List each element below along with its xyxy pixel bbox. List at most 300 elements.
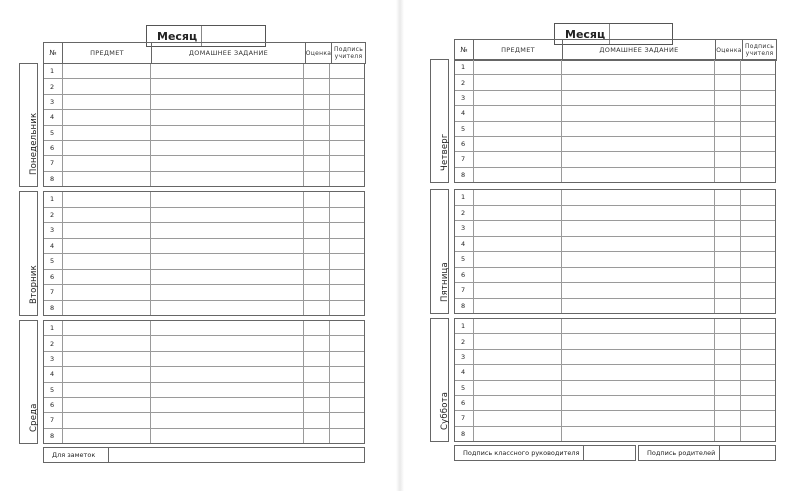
header-teacher-sign: Подпись учителя	[332, 43, 366, 63]
grade-cell[interactable]	[715, 411, 741, 425]
grade-cell[interactable]	[304, 398, 330, 412]
table-header	[43, 42, 366, 64]
grade-cell[interactable]	[304, 79, 330, 93]
grade-cell[interactable]	[304, 156, 330, 170]
grade-cell[interactable]	[304, 141, 330, 155]
homework-cell[interactable]	[151, 79, 304, 93]
teacher-sign-cell[interactable]	[330, 398, 364, 412]
homework-cell[interactable]	[151, 321, 304, 335]
subject-cell[interactable]	[63, 126, 151, 140]
day-label-box	[430, 318, 449, 442]
teacher-sign-cell[interactable]	[741, 137, 775, 151]
subject-cell[interactable]	[474, 190, 562, 205]
lesson-number: 5	[455, 122, 474, 136]
day-label: Суббота	[439, 391, 450, 430]
subject-cell[interactable]	[474, 106, 562, 120]
teacher-sign-cell[interactable]	[330, 79, 364, 93]
subject-cell[interactable]	[474, 299, 562, 314]
subject-cell[interactable]	[63, 254, 151, 269]
subject-cell[interactable]	[474, 411, 562, 425]
lesson-number: 2	[455, 75, 474, 89]
grade-cell[interactable]	[304, 413, 330, 427]
teacher-sign-cell[interactable]	[741, 427, 775, 441]
lesson-row	[44, 254, 364, 270]
lesson-row	[455, 365, 775, 380]
header-homework: ДОМАШНЕЕ ЗАДАНИЕ	[563, 40, 716, 60]
teacher-sign-cell[interactable]	[330, 156, 364, 170]
teacher-sign-cell[interactable]	[741, 237, 775, 252]
lesson-row	[455, 268, 775, 284]
subject-cell[interactable]	[63, 95, 151, 109]
grade-cell[interactable]	[304, 336, 330, 350]
lesson-row	[455, 75, 775, 90]
lesson-number: 2	[44, 208, 63, 223]
day-label-box	[19, 63, 38, 187]
lesson-row	[44, 126, 364, 141]
homework-cell[interactable]	[562, 365, 715, 379]
grade-cell[interactable]	[715, 381, 741, 395]
teacher-sign-cell[interactable]	[741, 396, 775, 410]
grade-cell[interactable]	[304, 192, 330, 207]
homework-cell[interactable]	[562, 137, 715, 151]
homework-cell[interactable]	[151, 413, 304, 427]
teacher-sign-cell[interactable]	[741, 411, 775, 425]
homework-cell[interactable]	[151, 95, 304, 109]
header-grade: Оценка	[716, 40, 743, 60]
lesson-row	[44, 239, 364, 255]
lesson-row	[455, 283, 775, 299]
grade-cell[interactable]	[304, 126, 330, 140]
grade-cell[interactable]	[715, 168, 741, 182]
lesson-row	[44, 141, 364, 156]
grade-cell[interactable]	[715, 427, 741, 441]
day-label: Пятница	[439, 262, 450, 302]
teacher-sign-cell[interactable]	[741, 91, 775, 105]
lesson-number: 3	[455, 221, 474, 236]
homework-cell[interactable]	[151, 208, 304, 223]
teacher-sign-cell[interactable]	[741, 152, 775, 166]
subject-cell[interactable]	[474, 334, 562, 348]
homework-cell[interactable]	[562, 91, 715, 105]
day-label: Понедельник	[28, 112, 39, 175]
subject-cell[interactable]	[63, 79, 151, 93]
teacher-sign-cell[interactable]	[330, 64, 364, 78]
teacher-sign-cell[interactable]	[741, 122, 775, 136]
homework-cell[interactable]	[562, 75, 715, 89]
homework-cell[interactable]	[151, 64, 304, 78]
teacher-sign-cell[interactable]	[741, 252, 775, 267]
day-block-friday	[430, 189, 776, 314]
lesson-number: 8	[455, 427, 474, 441]
lesson-row	[44, 192, 364, 208]
homework-cell[interactable]	[562, 168, 715, 182]
homework-cell[interactable]	[151, 254, 304, 269]
grade-cell[interactable]	[715, 75, 741, 89]
homework-cell[interactable]	[562, 319, 715, 333]
grade-cell[interactable]	[715, 237, 741, 252]
grade-cell[interactable]	[304, 301, 330, 316]
header-number: №	[44, 43, 63, 63]
teacher-sign-cell[interactable]	[330, 141, 364, 155]
subject-cell[interactable]	[474, 168, 562, 182]
lesson-number: 2	[44, 336, 63, 350]
subject-cell[interactable]	[63, 141, 151, 155]
homework-cell[interactable]	[562, 411, 715, 425]
grade-cell[interactable]	[304, 254, 330, 269]
homework-cell[interactable]	[562, 206, 715, 221]
lesson-row	[455, 334, 775, 349]
header-teacher-sign: Подпись учителя	[743, 40, 777, 60]
lesson-row	[455, 319, 775, 334]
grade-cell[interactable]	[304, 223, 330, 238]
teacher-sign-cell[interactable]	[330, 352, 364, 366]
teacher-sign-cell[interactable]	[330, 223, 364, 238]
homework-cell[interactable]	[562, 350, 715, 364]
lesson-row	[44, 95, 364, 110]
lesson-row	[44, 110, 364, 125]
lesson-row	[44, 336, 364, 351]
lesson-row	[44, 301, 364, 316]
teacher-sign-cell[interactable]	[741, 190, 775, 205]
teacher-sign-cell[interactable]	[741, 381, 775, 395]
subject-cell[interactable]	[474, 365, 562, 379]
lesson-row	[44, 413, 364, 428]
homework-cell[interactable]	[151, 156, 304, 170]
subject-cell[interactable]	[474, 427, 562, 441]
grade-cell[interactable]	[304, 172, 330, 186]
homework-cell[interactable]	[562, 122, 715, 136]
subject-cell[interactable]	[63, 270, 151, 285]
homework-cell[interactable]	[562, 268, 715, 283]
teacher-sign-cell[interactable]	[741, 299, 775, 314]
day-block-thursday	[430, 59, 776, 183]
teacher-sign-cell[interactable]	[330, 301, 364, 316]
lesson-row	[44, 352, 364, 367]
lesson-row	[44, 156, 364, 171]
subject-cell[interactable]	[474, 252, 562, 267]
notes-field[interactable]	[43, 447, 365, 463]
lesson-number: 8	[455, 299, 474, 314]
grade-cell[interactable]	[304, 95, 330, 109]
lesson-row	[44, 79, 364, 94]
lesson-number: 4	[455, 365, 474, 379]
teacher-sign-cell[interactable]	[330, 254, 364, 269]
lesson-number: 1	[455, 319, 474, 333]
subject-cell[interactable]	[63, 285, 151, 300]
homework-cell[interactable]	[151, 336, 304, 350]
grade-cell[interactable]	[715, 283, 741, 298]
grade-cell[interactable]	[715, 60, 741, 74]
lesson-row	[455, 299, 775, 314]
lesson-row	[455, 221, 775, 237]
teacher-sign-cell[interactable]	[330, 429, 364, 443]
grade-cell[interactable]	[304, 383, 330, 397]
teacher-sign-cell[interactable]	[741, 319, 775, 333]
teacher-sign-cell[interactable]	[741, 268, 775, 283]
grade-cell[interactable]	[304, 270, 330, 285]
subject-cell[interactable]	[474, 152, 562, 166]
teacher-sign-cell[interactable]	[330, 192, 364, 207]
lesson-row	[455, 206, 775, 222]
teacher-sign-cell[interactable]	[330, 208, 364, 223]
lesson-row	[44, 321, 364, 336]
subject-cell[interactable]	[63, 208, 151, 223]
teacher-sign-cell[interactable]	[741, 283, 775, 298]
homework-cell[interactable]	[151, 398, 304, 412]
lesson-rows	[454, 189, 776, 314]
lesson-number: 8	[44, 172, 63, 186]
homework-cell[interactable]	[562, 106, 715, 120]
subject-cell[interactable]	[474, 237, 562, 252]
lesson-number: 1	[44, 64, 63, 78]
lesson-row	[44, 208, 364, 224]
grade-cell[interactable]	[304, 239, 330, 254]
teacher-sign-cell[interactable]	[741, 60, 775, 74]
subject-cell[interactable]	[63, 352, 151, 366]
homework-cell[interactable]	[151, 383, 304, 397]
lesson-row	[455, 152, 775, 167]
subject-cell[interactable]	[63, 336, 151, 350]
teacher-sign-cell[interactable]	[330, 126, 364, 140]
teacher-sign-cell[interactable]	[330, 95, 364, 109]
lesson-number: 8	[44, 429, 63, 443]
subject-cell[interactable]	[474, 137, 562, 151]
subject-cell[interactable]	[63, 156, 151, 170]
lesson-number: 3	[455, 350, 474, 364]
lesson-number: 1	[455, 60, 474, 74]
grade-cell[interactable]	[304, 110, 330, 124]
homework-cell[interactable]	[151, 141, 304, 155]
day-block-monday	[19, 63, 365, 187]
homework-cell[interactable]	[151, 429, 304, 443]
header-number: №	[455, 40, 474, 60]
subject-cell[interactable]	[63, 367, 151, 381]
teacher-sign-cell[interactable]	[741, 168, 775, 182]
teacher-sign-cell[interactable]	[741, 206, 775, 221]
teacher-sign-cell[interactable]	[741, 106, 775, 120]
subject-cell[interactable]	[474, 283, 562, 298]
lesson-row	[44, 223, 364, 239]
month-label: Месяц	[555, 24, 610, 44]
subject-cell[interactable]	[63, 223, 151, 238]
teacher-sign-cell[interactable]	[330, 239, 364, 254]
day-label-box	[19, 191, 38, 316]
homework-cell[interactable]	[151, 239, 304, 254]
teacher-sign-cell[interactable]	[741, 334, 775, 348]
teacher-sign-cell[interactable]	[741, 221, 775, 236]
header-subject: ПРЕДМЕТ	[63, 43, 152, 63]
lesson-number: 2	[455, 334, 474, 348]
subject-cell[interactable]	[474, 60, 562, 74]
subject-cell[interactable]	[63, 398, 151, 412]
teacher-sign-cell[interactable]	[330, 383, 364, 397]
grade-cell[interactable]	[715, 91, 741, 105]
lesson-number: 1	[44, 192, 63, 207]
lesson-number: 6	[44, 398, 63, 412]
homework-cell[interactable]	[562, 152, 715, 166]
day-label: Вторник	[28, 265, 39, 304]
homework-cell[interactable]	[151, 126, 304, 140]
homework-cell[interactable]	[151, 223, 304, 238]
teacher-sign-cell[interactable]	[330, 110, 364, 124]
day-block-tuesday	[19, 191, 365, 316]
lesson-row	[44, 398, 364, 413]
teacher-sign-cell[interactable]	[330, 270, 364, 285]
subject-cell[interactable]	[474, 122, 562, 136]
homework-cell[interactable]	[562, 283, 715, 298]
lesson-row	[44, 285, 364, 301]
homework-cell[interactable]	[151, 110, 304, 124]
grade-cell[interactable]	[304, 429, 330, 443]
subject-cell[interactable]	[474, 91, 562, 105]
subject-cell[interactable]	[63, 301, 151, 316]
lesson-number: 4	[44, 110, 63, 124]
homework-cell[interactable]	[562, 221, 715, 236]
teacher-sign-cell[interactable]	[741, 350, 775, 364]
subject-cell[interactable]	[63, 110, 151, 124]
grade-cell[interactable]	[715, 137, 741, 151]
right-page	[400, 0, 800, 491]
lesson-number: 1	[44, 321, 63, 335]
lesson-number: 3	[44, 223, 63, 238]
subject-cell[interactable]	[63, 64, 151, 78]
grade-cell[interactable]	[715, 190, 741, 205]
lesson-row	[455, 137, 775, 152]
homework-cell[interactable]	[562, 334, 715, 348]
grade-cell[interactable]	[304, 64, 330, 78]
subject-cell[interactable]	[63, 192, 151, 207]
grade-cell[interactable]	[715, 252, 741, 267]
teacher-sign-cell[interactable]	[330, 285, 364, 300]
lesson-number: 4	[455, 237, 474, 252]
subject-cell[interactable]	[63, 429, 151, 443]
lesson-number: 7	[44, 285, 63, 300]
grade-cell[interactable]	[304, 321, 330, 335]
homework-cell[interactable]	[151, 352, 304, 366]
homework-cell[interactable]	[562, 299, 715, 314]
grade-cell[interactable]	[304, 208, 330, 223]
lesson-number: 2	[455, 206, 474, 221]
grade-cell[interactable]	[715, 268, 741, 283]
lesson-number: 1	[455, 190, 474, 205]
lesson-row	[44, 429, 364, 443]
lesson-row	[455, 122, 775, 137]
lesson-number: 3	[44, 95, 63, 109]
subject-cell[interactable]	[474, 381, 562, 395]
teacher-sign-cell[interactable]	[741, 365, 775, 379]
grade-cell[interactable]	[715, 299, 741, 314]
lesson-row	[44, 172, 364, 186]
lesson-rows	[454, 318, 776, 442]
homework-cell[interactable]	[562, 60, 715, 74]
grade-cell[interactable]	[715, 396, 741, 410]
class-teacher-sign-label: Подпись классного руководителя	[455, 446, 584, 460]
day-label-box	[430, 59, 449, 183]
teacher-sign-cell[interactable]	[741, 75, 775, 89]
table-header	[454, 39, 777, 61]
grade-cell[interactable]	[304, 285, 330, 300]
teacher-sign-cell[interactable]	[330, 413, 364, 427]
homework-cell[interactable]	[151, 301, 304, 316]
homework-cell[interactable]	[151, 192, 304, 207]
homework-cell[interactable]	[562, 190, 715, 205]
day-label-box	[430, 189, 449, 314]
homework-cell[interactable]	[151, 270, 304, 285]
teacher-sign-cell[interactable]	[330, 172, 364, 186]
grade-cell[interactable]	[715, 350, 741, 364]
lesson-rows	[43, 320, 365, 444]
grade-cell[interactable]	[715, 206, 741, 221]
lesson-number: 5	[455, 381, 474, 395]
lesson-number: 5	[44, 383, 63, 397]
homework-cell[interactable]	[562, 252, 715, 267]
subject-cell[interactable]	[474, 268, 562, 283]
homework-cell[interactable]	[562, 427, 715, 441]
parents-sign-field[interactable]	[638, 445, 776, 461]
lesson-number: 8	[44, 301, 63, 316]
header-subject: ПРЕДМЕТ	[474, 40, 563, 60]
header-grade: Оценка	[306, 43, 332, 63]
grade-cell[interactable]	[304, 352, 330, 366]
subject-cell[interactable]	[474, 75, 562, 89]
grade-cell[interactable]	[715, 221, 741, 236]
lesson-row	[455, 190, 775, 206]
subject-cell[interactable]	[474, 396, 562, 410]
notes-label: Для заметок	[44, 448, 109, 462]
subject-cell[interactable]	[63, 321, 151, 335]
teacher-sign-cell[interactable]	[330, 321, 364, 335]
subject-cell[interactable]	[474, 221, 562, 236]
subject-cell[interactable]	[63, 413, 151, 427]
grade-cell[interactable]	[715, 334, 741, 348]
lesson-row	[455, 91, 775, 106]
header-homework: ДОМАШНЕЕ ЗАДАНИЕ	[152, 43, 306, 63]
month-label: Месяц	[147, 26, 202, 46]
grade-cell[interactable]	[304, 367, 330, 381]
lesson-number: 7	[455, 411, 474, 425]
subject-cell[interactable]	[63, 239, 151, 254]
grade-cell[interactable]	[715, 152, 741, 166]
subject-cell[interactable]	[474, 350, 562, 364]
homework-cell[interactable]	[151, 367, 304, 381]
subject-cell[interactable]	[63, 172, 151, 186]
day-label: Четверг	[439, 133, 450, 171]
grade-cell[interactable]	[715, 319, 741, 333]
grade-cell[interactable]	[715, 122, 741, 136]
lesson-number: 7	[44, 156, 63, 170]
homework-cell[interactable]	[562, 381, 715, 395]
homework-cell[interactable]	[562, 237, 715, 252]
parents-sign-label: Подпись родителей	[639, 446, 720, 460]
teacher-sign-cell[interactable]	[330, 367, 364, 381]
subject-cell[interactable]	[474, 319, 562, 333]
subject-cell[interactable]	[474, 206, 562, 221]
lesson-number: 5	[455, 252, 474, 267]
class-teacher-sign-field[interactable]	[454, 445, 636, 461]
homework-cell[interactable]	[151, 172, 304, 186]
homework-cell[interactable]	[151, 285, 304, 300]
lesson-row	[44, 367, 364, 382]
subject-cell[interactable]	[63, 383, 151, 397]
lesson-row	[455, 350, 775, 365]
lesson-number: 6	[44, 141, 63, 155]
teacher-sign-cell[interactable]	[330, 336, 364, 350]
grade-cell[interactable]	[715, 106, 741, 120]
homework-cell[interactable]	[562, 396, 715, 410]
day-label: Среда	[28, 403, 39, 432]
lesson-number: 4	[455, 106, 474, 120]
grade-cell[interactable]	[715, 365, 741, 379]
